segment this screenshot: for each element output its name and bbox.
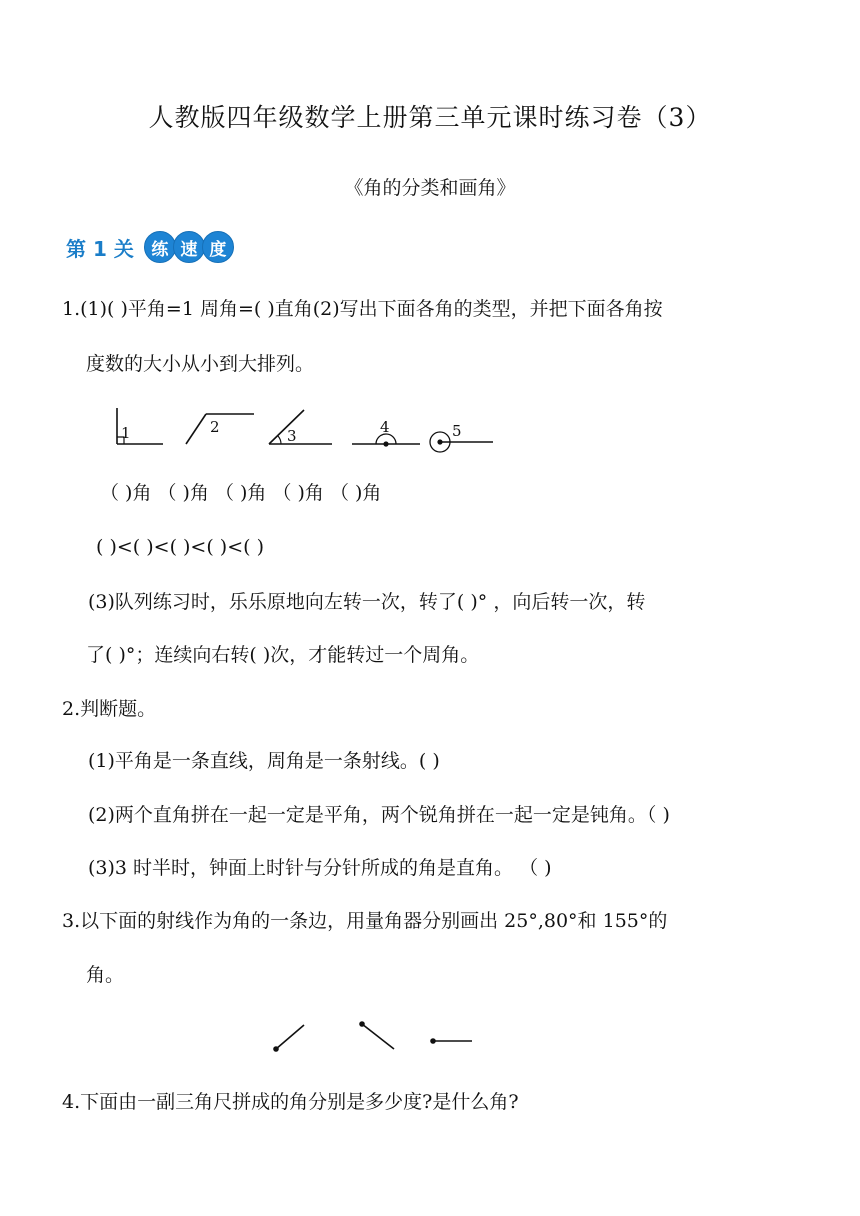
q2-heading: 2.判断题。	[62, 698, 157, 720]
page-title: 人教版四年级数学上册第三单元课时练习卷（3）	[148, 103, 712, 132]
q1-type-blanks[interactable]: （ )角 （ )角 （ )角 （ )角 （ )角	[100, 482, 382, 504]
badge-char-2: 速	[173, 231, 205, 263]
q1-sub3-line1: (3)队列练习时，乐乐原地向左转一次，转了( )° ，向后转一次，转	[88, 591, 646, 613]
q2-item-2: (2)两个直角拼在一起一定是平角，两个锐角拼在一起一定是钝角。（ )	[88, 804, 670, 826]
q4-line1: 4.下面由一副三角尺拼成的角分别是多少度?是什么角?	[62, 1091, 519, 1113]
angle-4-label: 4	[380, 418, 390, 436]
q1-order-blanks[interactable]: ( )<( )<( )<( )<( )	[96, 536, 265, 558]
angle-5-label: 5	[452, 422, 462, 440]
q1-sub3-line2: 了( )°；连续向右转( )次，才能转过一个周角。	[86, 644, 480, 666]
badge-char-3: 度	[202, 231, 234, 263]
q3-line2: 角。	[86, 964, 125, 986]
q1-line1: 1.(1)( )平角=1 周角=( )直角(2)写出下面各角的类型，并把下面各角按	[62, 298, 663, 320]
ray-1	[274, 1025, 304, 1051]
angle-2-label: 2	[210, 418, 220, 436]
ray-2	[360, 1022, 394, 1049]
badge-char-1: 练	[144, 231, 176, 263]
q2-item-1: (1)平角是一条直线，周角是一条射线。( )	[88, 750, 440, 772]
q1-line2: 度数的大小从小到大排列。	[86, 353, 315, 375]
level-label: 第 1 关	[66, 236, 134, 261]
page-subtitle: 《角的分类和画角》	[344, 177, 516, 199]
q2-item-3: (3)3 时半时，钟面上时针与分针所成的角是直角。 （ )	[88, 857, 552, 879]
q3-line1: 3.以下面的射线作为角的一条边，用量角器分别画出 25°,80°和 155°的	[62, 910, 668, 932]
angle-1-label: 1	[121, 424, 131, 442]
ray-3	[431, 1039, 472, 1043]
angle-3-label: 3	[287, 427, 297, 445]
